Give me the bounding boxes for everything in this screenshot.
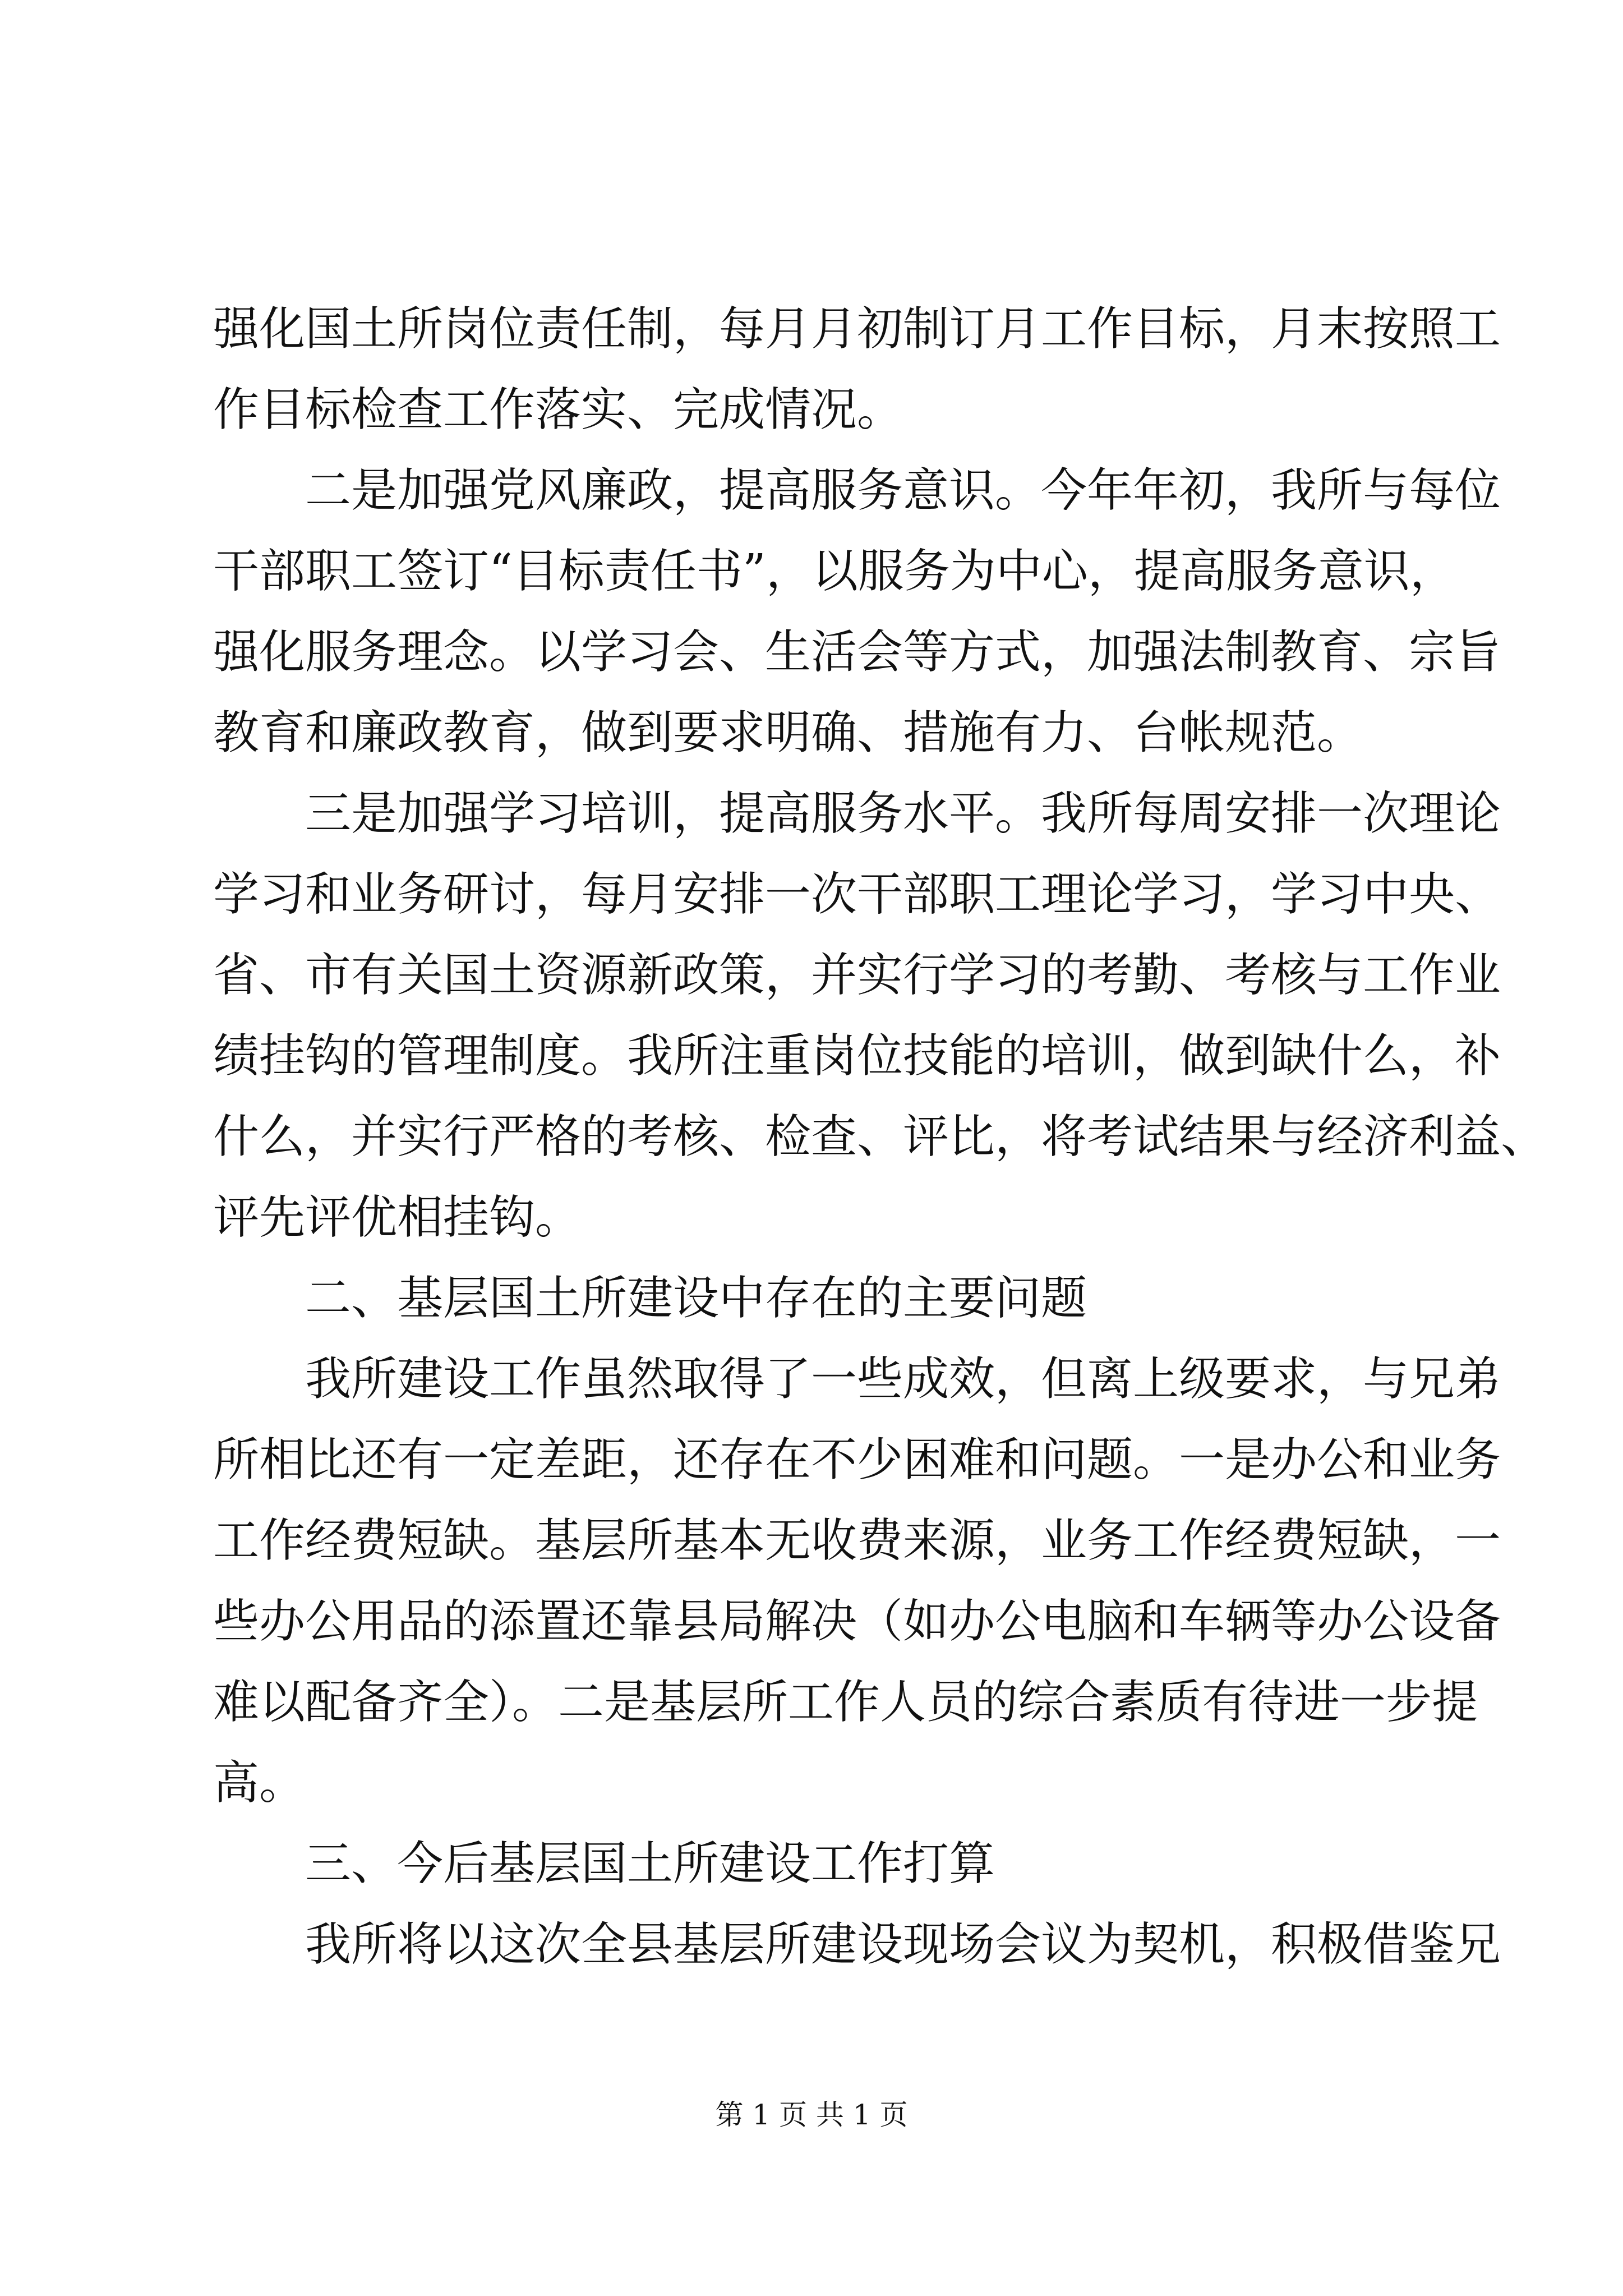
text-line: 我所建设工作虽然取得了一些成效，但离上级要求，与兄弟 (305, 1352, 1501, 1406)
text-line: 教育和廉政教育，做到要求明确、措施有力、台帐规范。 (213, 706, 1363, 760)
text-line: 些办公用品的添置还靠县局解决（如办公电脑和车辆等办公设备 (213, 1595, 1501, 1648)
text-line: 强化服务理念。以学习会、生活会等方式，加强法制教育、宗旨 (213, 625, 1501, 679)
text-line: 高。 (213, 1756, 306, 1810)
text-line: 工作经费短缺。基层所基本无收费来源，业务工作经费短缺，一 (213, 1514, 1501, 1567)
section-heading: 三、今后基层国土所建设工作打算 (305, 1837, 995, 1890)
text-line: 省、市有关国土资源新政策，并实行学习的考勤、考核与工作业 (213, 949, 1501, 1002)
text-line: 什么，并实行严格的考核、检查、评比，将考试结果与经济利益、 (213, 1110, 1547, 1163)
text-line: 评先评优相挂钩。 (213, 1191, 582, 1244)
page-number-footer: 第 1 页 共 1 页 (715, 2099, 908, 2131)
text-line: 干部职工签订“目标责任书”，以服务为中心，提高服务意识， (213, 545, 1456, 598)
text-line: 学习和业务研讨，每月安排一次干部职工理论学习，学习中央、 (213, 868, 1501, 921)
text-line: 三是加强学习培训，提高服务水平。我所每周安排一次理论 (305, 787, 1501, 840)
text-line: 我所将以这次全县基层所建设现场会议为契机，积极借鉴兄 (305, 1918, 1501, 1971)
text-line: 所相比还有一定差距，还存在不少困难和问题。一是办公和业务 (213, 1433, 1501, 1487)
section-heading: 二、基层国土所建设中存在的主要问题 (305, 1272, 1087, 1325)
text-line: 难以配备齐全）。二是基层所工作人员的综合素质有待进一步提 (213, 1676, 1478, 1729)
document-body (213, 289, 1547, 1985)
text-line: 作目标检查工作落实、完成情况。 (213, 383, 903, 436)
text-line: 绩挂钩的管理制度。我所注重岗位技能的培训，做到缺什么，补 (213, 1029, 1501, 1083)
text-line: 二是加强党风廉政，提高服务意识。今年年初，我所与每位 (305, 464, 1501, 517)
text-line: 强化国土所岗位责任制，每月月初制订月工作目标，月末按照工 (213, 302, 1501, 356)
